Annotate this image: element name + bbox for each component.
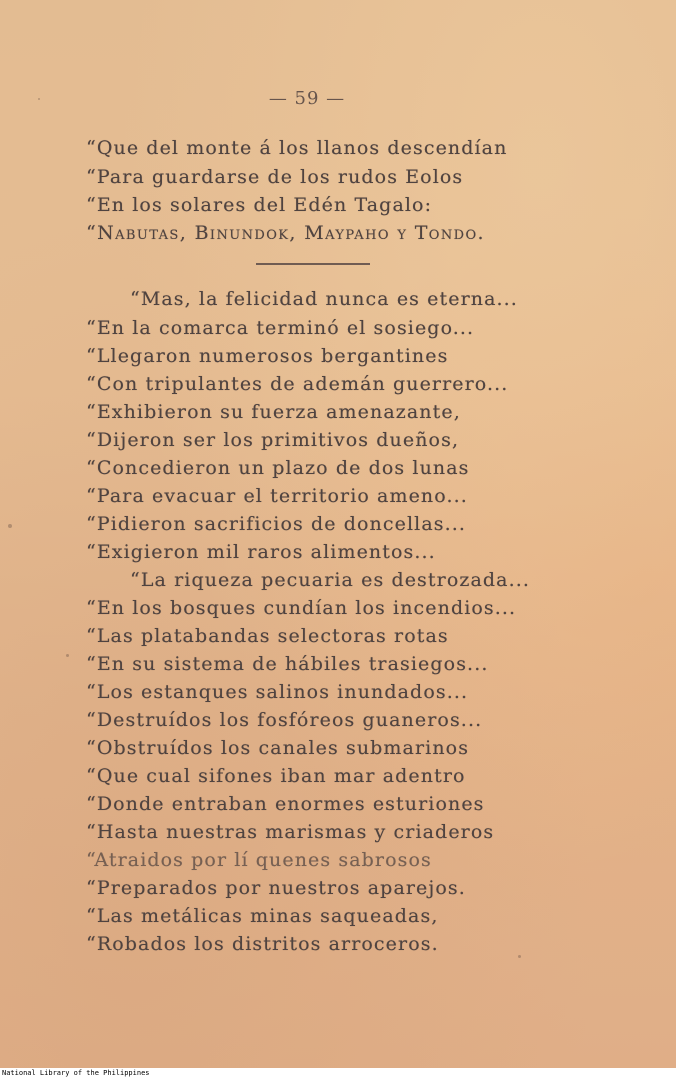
poem-line: “En su sistema de hábiles trasiegos... <box>86 653 489 675</box>
poem-line: “Nabutas, Binundok, Maypaho y Tondo. <box>86 222 485 244</box>
poem-line: “Que cual sifones iban mar adentro <box>86 765 466 787</box>
poem-line: “Exhibieron su fuerza amenazante, <box>86 401 461 423</box>
poem-line: “Los estanques salinos inundados... <box>86 681 469 703</box>
poem-line: “Para evacuar el territorio ameno... <box>86 485 468 507</box>
section-divider <box>256 263 370 265</box>
poem-line: “Preparados por nuestros aparejos. <box>86 877 466 899</box>
poem-line: “Llegaron numerosos bergantines <box>86 345 449 367</box>
poem-line: “Mas, la felicidad nunca es eterna... <box>130 288 518 310</box>
poem-line: “Destruídos los fosfóreos guaneros... <box>86 709 483 731</box>
poem-line: “Las platabandas selectoras rotas <box>86 625 449 647</box>
poem-line: “Donde entraban enormes esturiones <box>86 793 485 815</box>
poem-line: “Para guardarse de los rudos Eolos <box>86 166 464 188</box>
poem-line: “En los bosques cundían los incendios... <box>86 597 517 619</box>
paper-speck <box>38 98 40 100</box>
page-number: — 59 — <box>268 88 346 109</box>
poem-line: “Pidieron sacrificios de doncellas... <box>86 513 467 535</box>
poem-line: “Dijeron ser los primitivos dueños, <box>86 429 460 451</box>
poem-line: “Hasta nuestras marismas y criaderos <box>86 821 495 843</box>
poem-line: “Las metálicas minas saqueadas, <box>86 905 439 927</box>
poem-line: “En los solares del Edén Tagalo: <box>86 194 433 216</box>
poem-line: “Obstruídos los canales submarinos <box>86 737 470 759</box>
poem-line: “Atraidos por lí quenes sabrosos <box>86 849 432 871</box>
library-footer: National Library of the Philippines <box>0 1068 676 1079</box>
poem-line: “En la comarca terminó el sosiego... <box>86 317 475 339</box>
poem-line: “La riqueza pecuaria es destrozada... <box>130 569 531 591</box>
poem-line: “Exigieron mil raros alimentos... <box>86 541 436 563</box>
poem-line: “Robados los distritos arroceros. <box>86 933 439 955</box>
paper-speck <box>518 955 521 958</box>
paper-speck <box>8 524 12 528</box>
poem-line: “Concedieron un plazo de dos lunas <box>86 457 470 479</box>
poem-line: “Con tripulantes de ademán guerrero... <box>86 373 509 395</box>
paper-speck <box>66 654 69 657</box>
poem-line: “Que del monte á los llanos descendían <box>86 137 508 159</box>
